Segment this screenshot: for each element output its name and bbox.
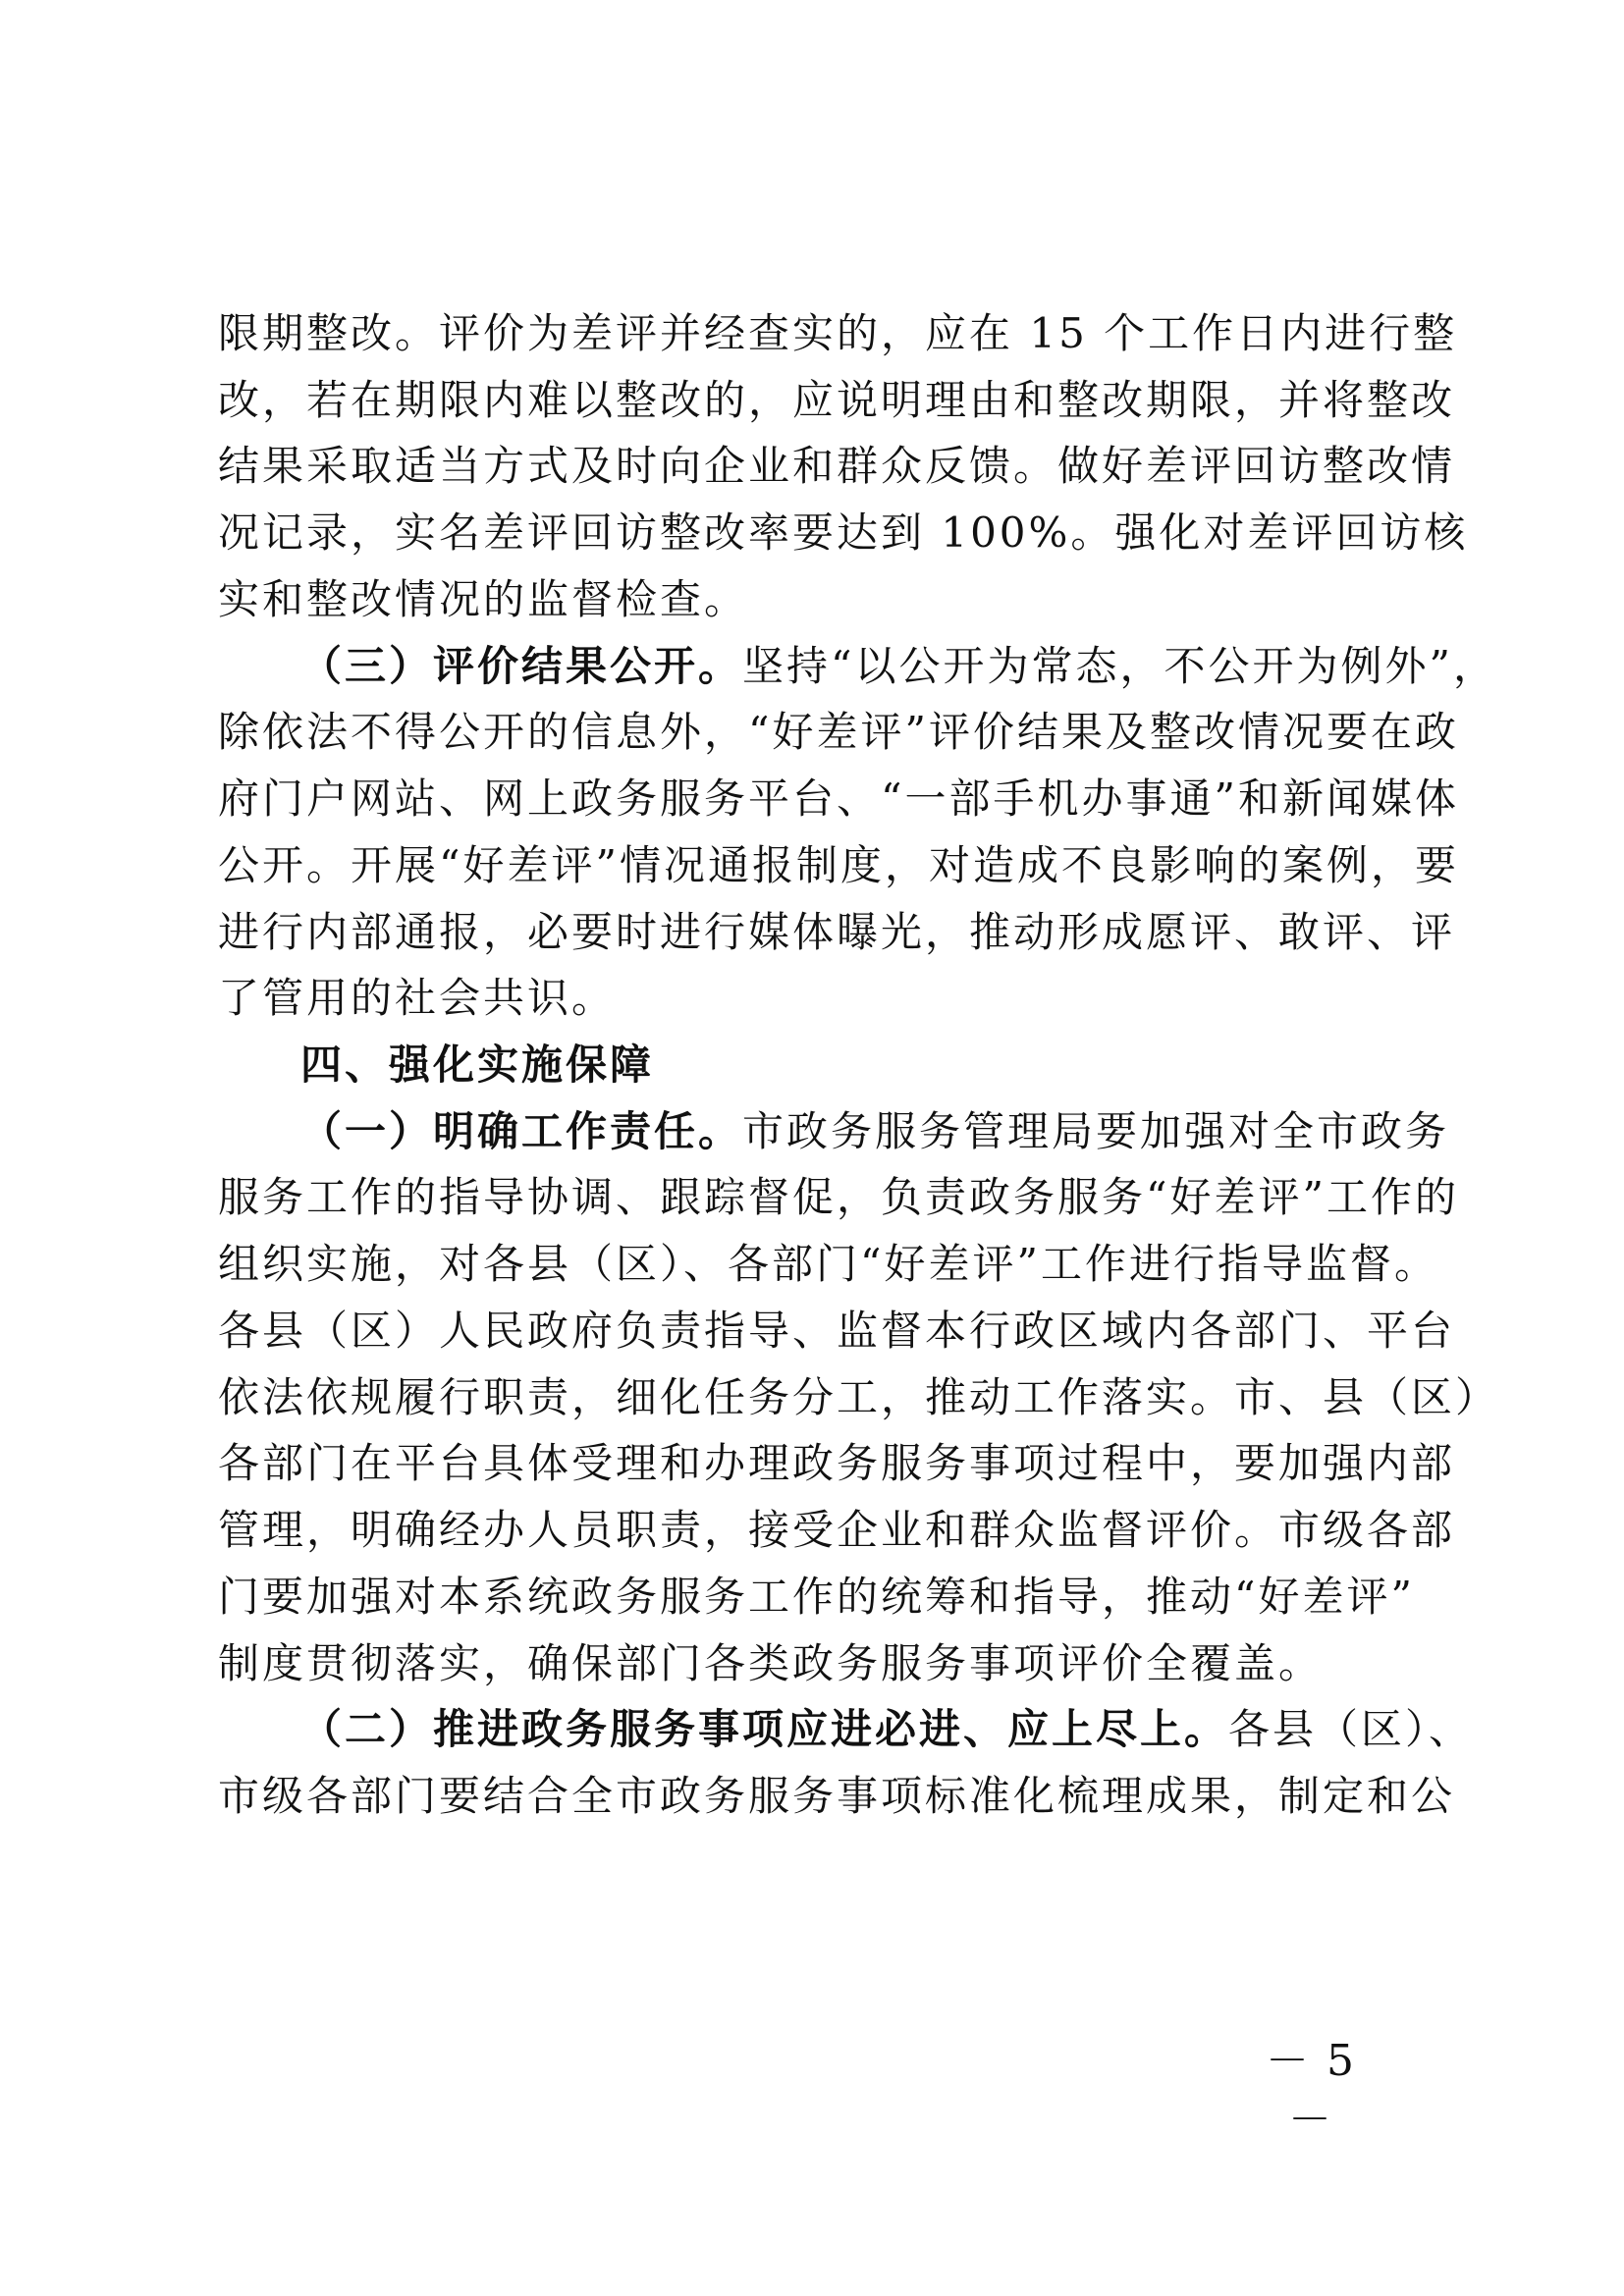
page-number: － 5 － (1266, 2036, 1356, 2145)
text-line: 限期整改。评价为差评并经查实的，应在 15 个工作日内进行整 (218, 309, 1458, 357)
section-heading: 四、强化实施保障 (300, 1041, 655, 1089)
text-segment: 市政务服务管理局要加强对全市政务 (742, 1107, 1450, 1155)
text-line: 服务工作的指导协调、跟踪督促，负责政务服务“好差评”工作的 (218, 1173, 1459, 1221)
text-line: 门要加强对本系统政务服务工作的统筹和指导，推动“好差评” (218, 1573, 1415, 1621)
text-line: 管理，明确经办人员职责，接受企业和群众监督评价。市级各部 (218, 1506, 1456, 1554)
text-line: 了管用的社会共识。 (218, 974, 617, 1022)
text-line: 改，若在期限内难以整改的，应说明理由和整改期限，并将整改 (218, 376, 1456, 424)
text-line: 结果采取适当方式及时向企业和群众反馈。做好差评回访整改情 (218, 442, 1456, 490)
paragraph-title: （一）明确工作责任。 (300, 1107, 743, 1155)
text-segment: 坚持“以公开为常态，不公开为例外”， (742, 642, 1497, 690)
text-line: 各县（区）人民政府负责指导、监督本行政区域内各部门、平台 (218, 1307, 1456, 1355)
text-line: 公开。开展“好差评”情况通报制度，对造成不良影响的案例，要 (218, 841, 1459, 889)
text-line: 况记录，实名差评回访整改率要达到 100%。强化对差评回访核 (218, 508, 1469, 557)
text-line: 各部门在平台具体受理和办理政务服务事项过程中，要加强内部 (218, 1439, 1456, 1487)
text-line: 进行内部通报，必要时进行媒体曝光，推动形成愿评、敢评、评 (218, 908, 1456, 956)
text-line: 实和整改情况的监督检查。 (218, 575, 749, 623)
text-segment: 各县（区）、 (1228, 1705, 1474, 1753)
paragraph-title: （三）评价结果公开。 (300, 642, 743, 690)
paragraph-title: （二）推进政务服务事项应进必进、应上尽上。 (300, 1705, 1229, 1753)
text-line: 制度贯彻落实，确保部门各类政务服务事项评价全覆盖。 (218, 1639, 1324, 1687)
text-line: 除依法不得公开的信息外，“好差评”评价结果及整改情况要在政 (218, 708, 1459, 756)
text-line: 组织实施，对各县（区）、各部门“好差评”工作进行指导监督。 (218, 1240, 1438, 1288)
text-line: 市级各部门要结合全市政务服务事项标准化梳理成果，制定和公 (218, 1772, 1456, 1820)
text-line: 依法依规履行职责，细化任务分工，推动工作落实。市、县（区） (218, 1373, 1500, 1421)
text-line: 府门户网站、网上政务服务平台、“一部手机办事通”和新闻媒体 (218, 774, 1459, 823)
